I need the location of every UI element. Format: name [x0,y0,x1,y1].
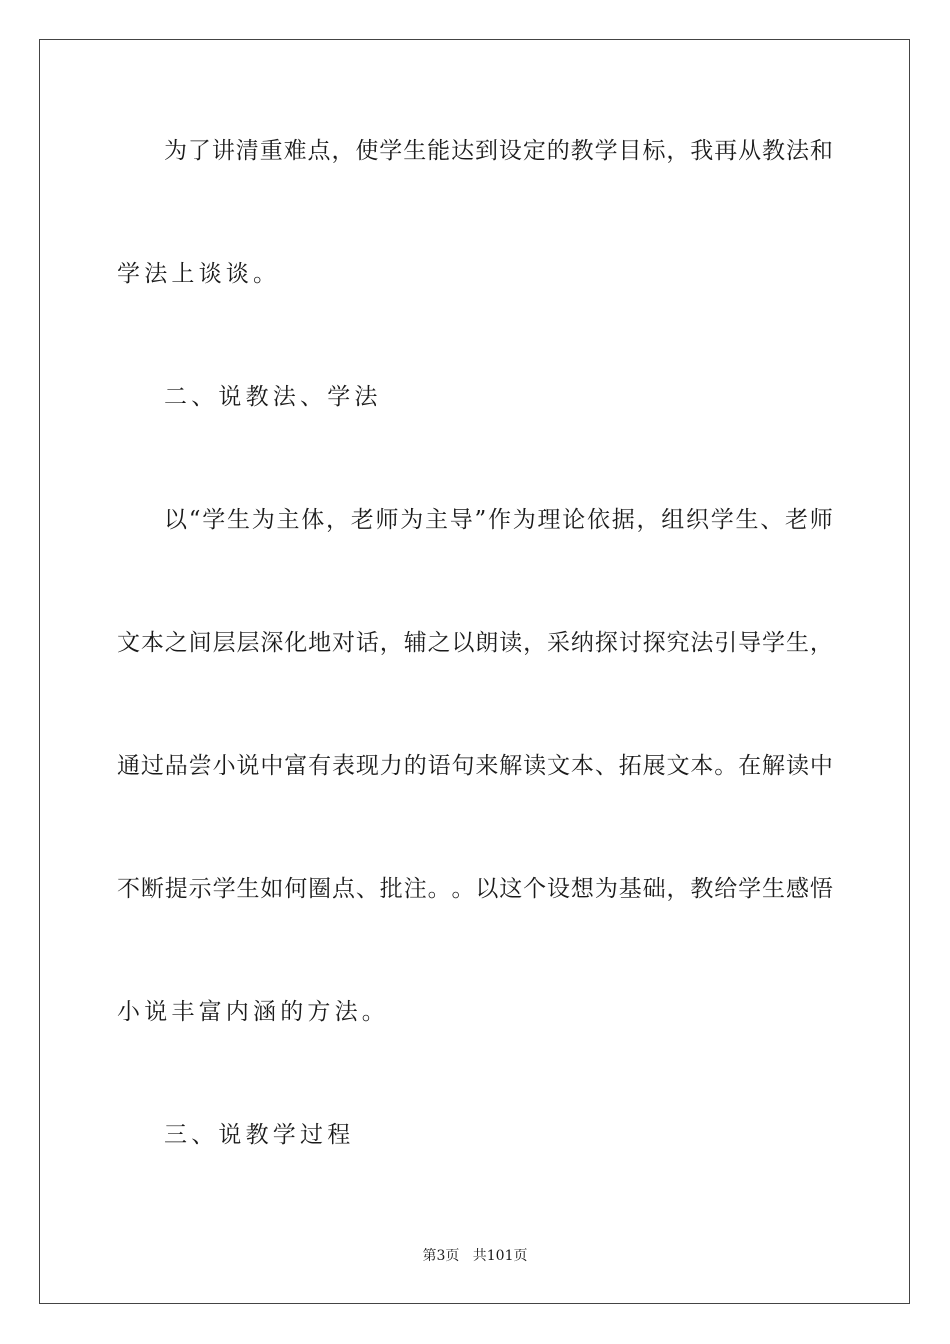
paragraph-line: 小说丰富内涵的方法。 [117,999,389,1025]
paragraph-line: 通 过 品 尝 小 说 中 富 有 表 现 力 的 语 句 来 解 读 文 本 、 拓 展 文 本 。 在 解 读 中 [117,753,833,779]
paragraph-line: 不 断 提 示 学 生 如 何 圈 点 、 批 注 。 。 以 这 个 设 想 为 基 础 ， 教 给 学 生 感 悟 [117,876,833,902]
section-heading-methods: 二、说教法、学法 [164,384,382,410]
page-frame [39,39,910,1304]
paragraph-line: 以 “ 学 生 为 主 体 ， 老 师 为 主 导 ” 作 为 理 论 依 据 ， 组 织 学 生 、 老 师 [164,507,833,533]
paragraph-line: 学法上谈谈。 [117,261,281,287]
section-heading-process: 三、说教学过程 [164,1122,355,1148]
page-total: 共101页 [472,1248,528,1264]
page-number: 第3页 [422,1248,460,1264]
page-footer [0,1247,950,1265]
paragraph-line: 文 本 之 间 层 层 深 化 地 对 话 ， 辅 之 以 朗 读 ， 采 纳 探 讨 探 究 法 引 导 学 生 ， [117,630,833,656]
paragraph-line: 为 了 讲 清 重 难 点 ， 使 学 生 能 达 到 设 定 的 教 学 目 标 ， 我 再 从 教 法 和 [164,138,833,164]
